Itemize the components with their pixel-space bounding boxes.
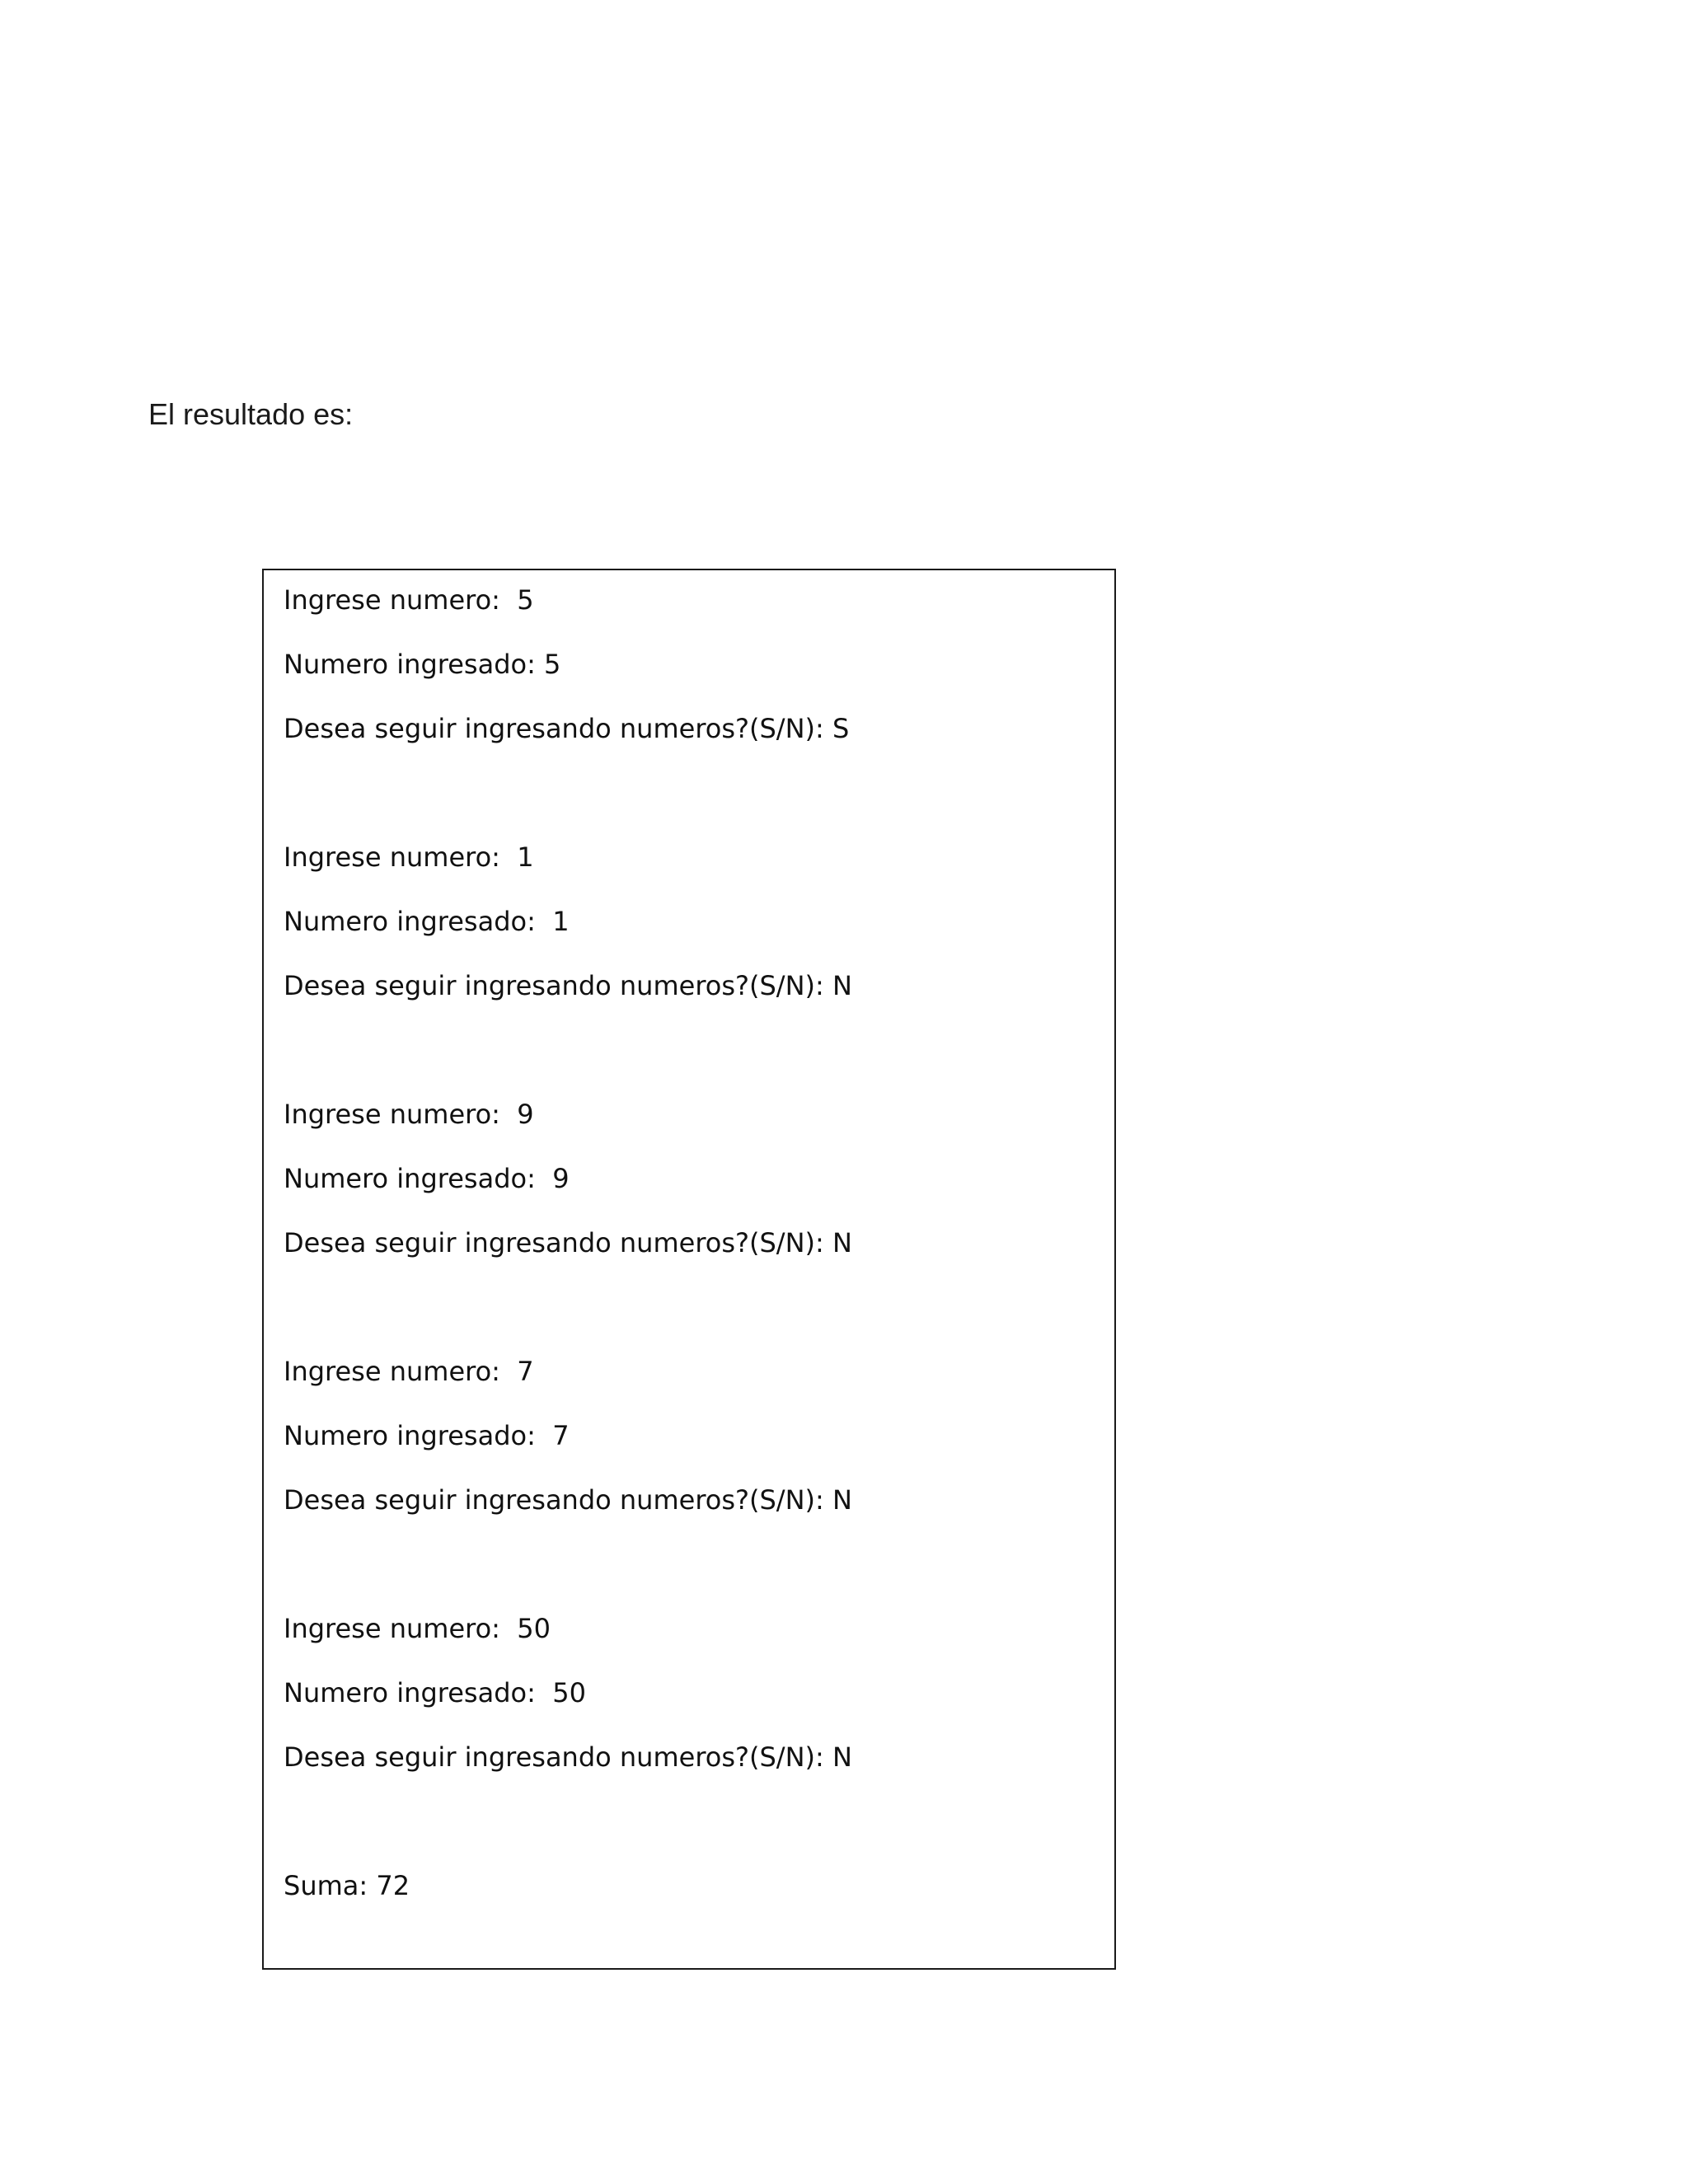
echo-line: Numero ingresado: 9 xyxy=(284,1163,570,1194)
question-line: Desea seguir ingresando numeros?(S/N): N xyxy=(284,970,852,1001)
prompt-line: Ingrese numero: 5 xyxy=(284,584,534,616)
prompt-line: Ingrese numero: 7 xyxy=(284,1356,534,1387)
console-output-box xyxy=(262,569,1116,1970)
echo-line: Numero ingresado: 1 xyxy=(284,906,570,937)
question-line: Desea seguir ingresando numeros?(S/N): S xyxy=(284,713,850,744)
prompt-line: Ingrese numero: 9 xyxy=(284,1099,534,1130)
prompt-line: Ingrese numero: 50 xyxy=(284,1613,551,1644)
prompt-line: Ingrese numero: 1 xyxy=(284,841,534,873)
question-line: Desea seguir ingresando numeros?(S/N): N xyxy=(284,1741,852,1773)
echo-line: Numero ingresado: 50 xyxy=(284,1677,586,1708)
echo-line: Numero ingresado: 7 xyxy=(284,1420,570,1451)
page-heading: El resultado es: xyxy=(148,397,354,431)
question-line: Desea seguir ingresando numeros?(S/N): N xyxy=(284,1227,852,1258)
sum-line: Suma: 72 xyxy=(284,1870,410,1901)
question-line: Desea seguir ingresando numeros?(S/N): N xyxy=(284,1484,852,1516)
echo-line: Numero ingresado: 5 xyxy=(284,649,561,680)
